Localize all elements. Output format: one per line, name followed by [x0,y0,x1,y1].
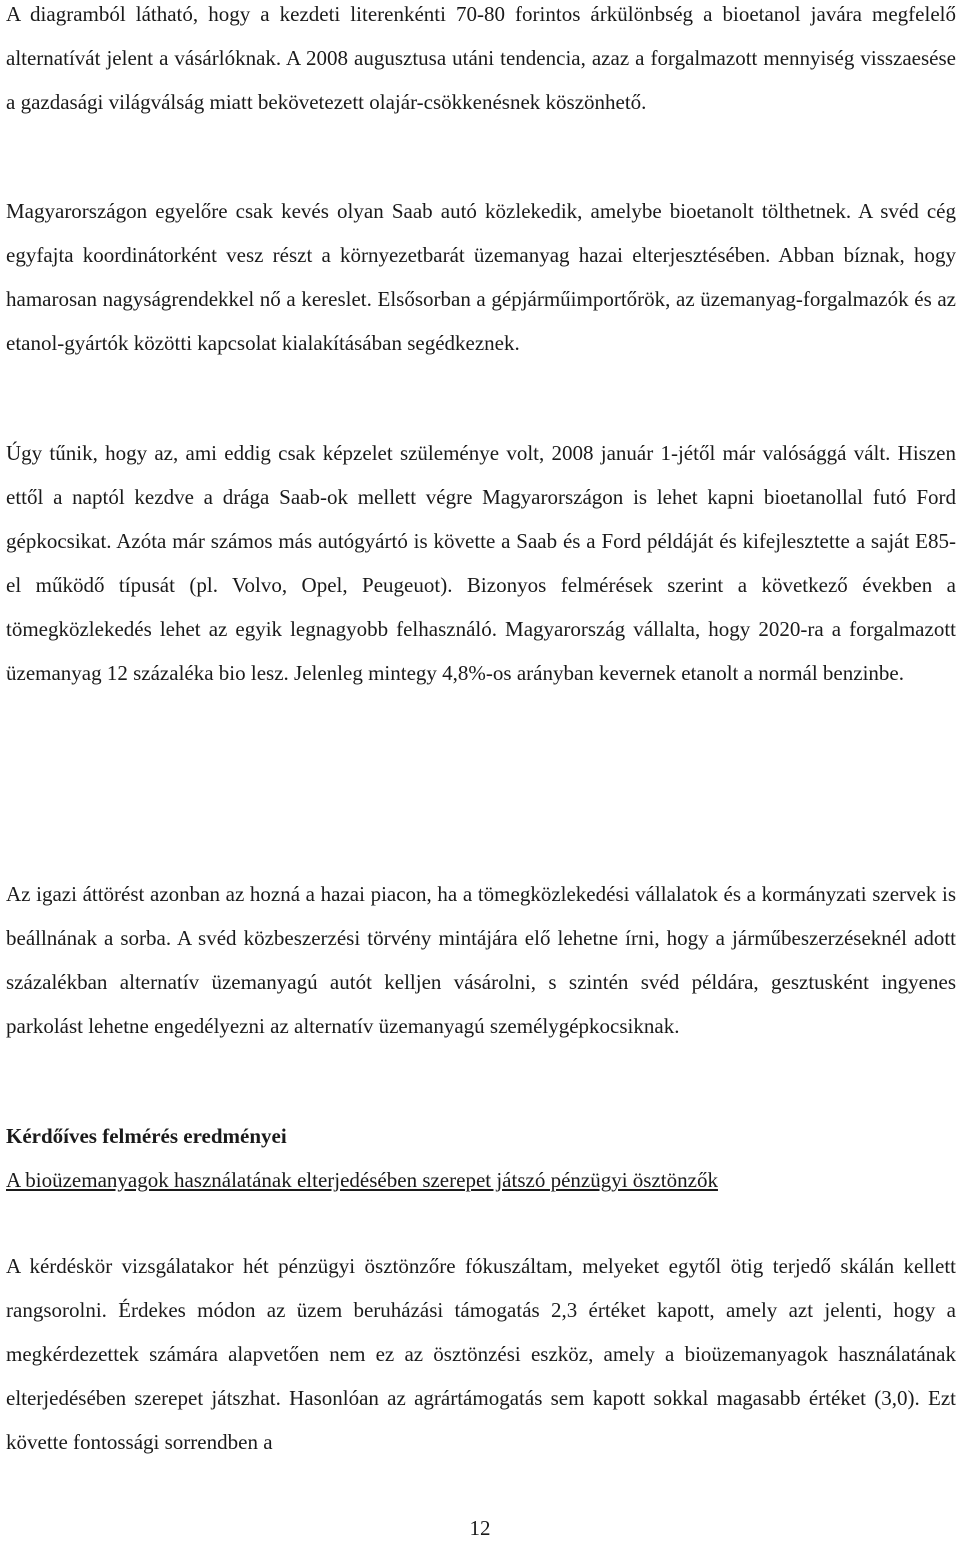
section-heading: Kérdőíves felmérés eredményei [6,1124,287,1148]
paragraph-saab-hungary: Magyarországon egyelőre csak kevés olyan Saab autó közlekedik, amelybe bioetanolt tölthetnek. A svéd cég egyfajta koordinátorként vesz részt a környezetbarát üzemanyag hazai elterjesztésében. Abban bíznak, hogy hamarosan nagyságrendekkel nő a kereslet. Elsősorban a gépjárműimportőrök, az üzemanyag-forgalmazók és az etanol-gyártók közötti kapcsolat kialakításában segédkeznek. [6,199,956,355]
paragraph-breakthrough: Az igazi áttörést azonban az hozná a hazai piacon, ha a tömegközlekedési vállalatok és a kormányzati szervek is beállnának a sorba. A svéd közbeszerzési törvény mintájára elő lehetne írni, hogy a járműbeszerzéseknél adott százalékban alternatív üzemanyagú autót kelljen vásárolni, s szintén svéd példára, gesztusként ingyenes parkolást lehetne engedélyezni az alternatív üzemanyagú személygépkocsiknak. [6,882,956,1038]
paragraph-survey-results: A kérdéskör vizsgálatakor hét pénzügyi ösztönzőre fókuszáltam, melyeket egytől ötig terjedő skálán kellett rangsorolni. Érdekes módon az üzem beruházási támogatás 2,3 értéket kapott, amely azt jelenti, hogy a megkérdezettek számára alapvetően nem ez az ösztönzési eszköz, amely a bioüzemanyagok használatának elterjedésében szerepet játszhat. Hasonlóan az agrártámogatás sem kapott sokkal magasabb értéket (3,0). Ezt követte fontossági sorrendben a [6,1254,956,1454]
page-number: 12 [469,1516,491,1540]
paragraph-bioethanol-2008: Úgy tűnik, hogy az, ami eddig csak képzelet szüleménye volt, 2008 január 1-jétől már valósággá vált. Hiszen ettől a naptól kezdve a drága Saab-ok mellett végre Magyarországon is lehet kapni bioetanollal futó Ford gépkocsikat. Azóta már számos más autógyártó is követte a Saab és a Ford példáját és kifejlesztette a saját E85-el működő típusát (pl. Volvo, Opel, Peugeuot). Bizonyos felmérések szerint a következő években a tömegközlekedés lehet az egyik legnagyobb felhasználó. Magyarország vállalta, hogy 2020-ra a forgalmazott üzemanyag 12 százaléka bio lesz. Jelenleg mintegy 4,8%-os arányban kevernek etanolt a normál benzinbe. [6,441,956,685]
paragraph-diagram-interpretation: A diagramból látható, hogy a kezdeti literenkénti 70-80 forintos árkülönbség a bioetanol javára megfelelő alternatívát jelent a vásárlóknak. A 2008 augusztusa utáni tendencia, azaz a forgalmazott mennyiség visszaesése a gazdasági világválság miatt bekövetezett olajár-csökkenésnek köszönhető. [6,2,956,114]
section-subheading: A bioüzemanyagok használatának elterjedésében szerepet játszó pénzügyi ösztönzők [6,1168,718,1192]
